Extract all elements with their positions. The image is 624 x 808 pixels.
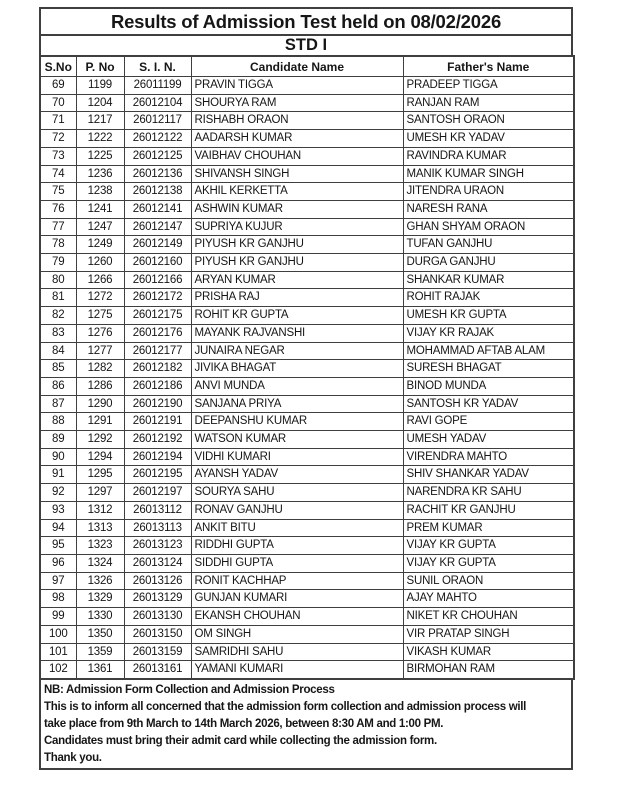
- cell-candidate-name: AYANSH YADAV: [191, 466, 403, 484]
- cell-pno: 1266: [76, 271, 124, 289]
- cell-father-name: PRADEEP TIGGA: [403, 77, 574, 95]
- cell-sin: 26013161: [124, 661, 191, 679]
- cell-sno: 93: [40, 501, 76, 519]
- cell-sno: 77: [40, 218, 76, 236]
- cell-sno: 91: [40, 466, 76, 484]
- cell-pno: 1282: [76, 360, 124, 378]
- cell-sno: 99: [40, 608, 76, 626]
- cell-father-name: GHAN SHYAM ORAON: [403, 218, 574, 236]
- cell-sno: 88: [40, 413, 76, 431]
- cell-candidate-name: PIYUSH KR GANJHU: [191, 254, 403, 272]
- cell-sno: 70: [40, 94, 76, 112]
- cell-sno: 74: [40, 165, 76, 183]
- table-row: [40, 130, 574, 148]
- cell-sin: 26012104: [124, 94, 191, 112]
- cell-father-name: JITENDRA URAON: [403, 183, 574, 201]
- results-table: [39, 55, 575, 680]
- cell-sno: 86: [40, 377, 76, 395]
- cell-father-name: RANJAN RAM: [403, 94, 574, 112]
- cell-sno: 82: [40, 307, 76, 325]
- cell-father-name: NARENDRA KR SAHU: [403, 484, 574, 502]
- cell-father-name: RACHIT KR GANJHU: [403, 501, 574, 519]
- table-row: [40, 112, 574, 130]
- cell-pno: 1272: [76, 289, 124, 307]
- cell-sno: 71: [40, 112, 76, 130]
- footer-line: take place from 9th March to 14th March 2026, between 8:30 AM and 1:00 PM.: [44, 718, 444, 731]
- cell-pno: 1361: [76, 661, 124, 679]
- table-row: [40, 572, 574, 590]
- cell-pno: 1330: [76, 608, 124, 626]
- cell-candidate-name: ANKIT BITU: [191, 519, 403, 537]
- cell-pno: 1217: [76, 112, 124, 130]
- cell-pno: 1275: [76, 307, 124, 325]
- cell-candidate-name: PIYUSH KR GANJHU: [191, 236, 403, 254]
- cell-sin: 26012194: [124, 448, 191, 466]
- table-row: [40, 77, 574, 95]
- table-row: [40, 342, 574, 360]
- cell-pno: 1324: [76, 554, 124, 572]
- cell-sin: 26013124: [124, 554, 191, 572]
- cell-sno: 81: [40, 289, 76, 307]
- cell-pno: 1277: [76, 342, 124, 360]
- header-pno: P. No: [76, 56, 124, 77]
- cell-sin: 26012186: [124, 377, 191, 395]
- cell-sno: 79: [40, 254, 76, 272]
- cell-sno: 72: [40, 130, 76, 148]
- table-row: [40, 271, 574, 289]
- table-row: [40, 413, 574, 431]
- cell-candidate-name: SANJANA PRIYA: [191, 395, 403, 413]
- cell-candidate-name: ROHIT KR GUPTA: [191, 307, 403, 325]
- cell-sin: 26012190: [124, 395, 191, 413]
- cell-candidate-name: JIVIKA BHAGAT: [191, 360, 403, 378]
- cell-sin: 26013123: [124, 537, 191, 555]
- cell-candidate-name: DEEPANSHU KUMAR: [191, 413, 403, 431]
- cell-candidate-name: RONIT KACHHAP: [191, 572, 403, 590]
- cell-sin: 26012191: [124, 413, 191, 431]
- cell-father-name: MOHAMMAD AFTAB ALAM: [403, 342, 574, 360]
- footer-line: Candidates must bring their admit card while collecting the admission form.: [44, 735, 437, 748]
- cell-father-name: AJAY MAHTO: [403, 590, 574, 608]
- cell-sno: 100: [40, 625, 76, 643]
- cell-father-name: TUFAN GANJHU: [403, 236, 574, 254]
- table-row: [40, 466, 574, 484]
- cell-father-name: VIKASH KUMAR: [403, 643, 574, 661]
- cell-pno: 1350: [76, 625, 124, 643]
- cell-sno: 92: [40, 484, 76, 502]
- cell-sin: 26012160: [124, 254, 191, 272]
- cell-sin: 26012192: [124, 431, 191, 449]
- cell-candidate-name: PRISHA RAJ: [191, 289, 403, 307]
- table-row: [40, 165, 574, 183]
- table-row: [40, 395, 574, 413]
- cell-candidate-name: WATSON KUMAR: [191, 431, 403, 449]
- cell-sin: 26012182: [124, 360, 191, 378]
- table-row: [40, 661, 574, 679]
- cell-father-name: ROHIT RAJAK: [403, 289, 574, 307]
- cell-pno: 1359: [76, 643, 124, 661]
- cell-pno: 1291: [76, 413, 124, 431]
- cell-father-name: PREM KUMAR: [403, 519, 574, 537]
- header-sin: S. I. N.: [124, 56, 191, 77]
- cell-sin: 26013126: [124, 572, 191, 590]
- cell-candidate-name: VAIBHAV CHOUHAN: [191, 147, 403, 165]
- table-row: [40, 324, 574, 342]
- cell-candidate-name: ANVI MUNDA: [191, 377, 403, 395]
- cell-father-name: SHIV SHANKAR YADAV: [403, 466, 574, 484]
- cell-pno: 1326: [76, 572, 124, 590]
- cell-pno: 1276: [76, 324, 124, 342]
- cell-pno: 1222: [76, 130, 124, 148]
- cell-sno: 78: [40, 236, 76, 254]
- cell-candidate-name: MAYANK RAJVANSHI: [191, 324, 403, 342]
- cell-father-name: SANTOSH ORAON: [403, 112, 574, 130]
- cell-sin: 26013159: [124, 643, 191, 661]
- cell-sno: 73: [40, 147, 76, 165]
- cell-candidate-name: RONAV GANJHU: [191, 501, 403, 519]
- cell-sin: 26012138: [124, 183, 191, 201]
- cell-father-name: VIJAY KR GUPTA: [403, 554, 574, 572]
- table-row: [40, 183, 574, 201]
- table-row: [40, 147, 574, 165]
- cell-pno: 1294: [76, 448, 124, 466]
- cell-sno: 95: [40, 537, 76, 555]
- cell-sin: 26012141: [124, 200, 191, 218]
- cell-father-name: BIRMOHAN RAM: [403, 661, 574, 679]
- cell-pno: 1312: [76, 501, 124, 519]
- cell-candidate-name: ARYAN KUMAR: [191, 271, 403, 289]
- cell-pno: 1292: [76, 431, 124, 449]
- cell-father-name: VIJAY KR GUPTA: [403, 537, 574, 555]
- cell-candidate-name: GUNJAN KUMARI: [191, 590, 403, 608]
- cell-pno: 1297: [76, 484, 124, 502]
- cell-sin: 26012147: [124, 218, 191, 236]
- cell-pno: 1225: [76, 147, 124, 165]
- cell-pno: 1290: [76, 395, 124, 413]
- table-row: [40, 643, 574, 661]
- table-row: [40, 307, 574, 325]
- cell-candidate-name: RISHABH ORAON: [191, 112, 403, 130]
- cell-father-name: SURESH BHAGAT: [403, 360, 574, 378]
- cell-pno: 1249: [76, 236, 124, 254]
- cell-father-name: DURGA GANJHU: [403, 254, 574, 272]
- table-row: [40, 218, 574, 236]
- cell-father-name: UMESH KR YADAV: [403, 130, 574, 148]
- cell-pno: 1323: [76, 537, 124, 555]
- table-row: [40, 448, 574, 466]
- cell-sin: 26012136: [124, 165, 191, 183]
- cell-pno: 1286: [76, 377, 124, 395]
- table-row: [40, 501, 574, 519]
- cell-sno: 94: [40, 519, 76, 537]
- cell-sno: 102: [40, 661, 76, 679]
- cell-sno: 80: [40, 271, 76, 289]
- cell-sin: 26013129: [124, 590, 191, 608]
- class-label: STD I: [39, 34, 573, 57]
- results-sheet: [39, 7, 573, 770]
- cell-sno: 90: [40, 448, 76, 466]
- header-candidate-name: Candidate Name: [191, 56, 403, 77]
- table-row: [40, 236, 574, 254]
- cell-sno: 96: [40, 554, 76, 572]
- results-table-header: [40, 56, 574, 77]
- cell-sin: 26012197: [124, 484, 191, 502]
- footer-line: Thank you.: [44, 752, 102, 765]
- cell-pno: 1329: [76, 590, 124, 608]
- header-father-name: Father's Name: [403, 56, 574, 77]
- cell-sin: 26012166: [124, 271, 191, 289]
- cell-candidate-name: YAMANI KUMARI: [191, 661, 403, 679]
- cell-sin: 26012175: [124, 307, 191, 325]
- cell-father-name: RAVI GOPE: [403, 413, 574, 431]
- header-sno: S.No: [40, 56, 76, 77]
- cell-father-name: BINOD MUNDA: [403, 377, 574, 395]
- cell-pno: 1238: [76, 183, 124, 201]
- header-row: [40, 56, 574, 77]
- cell-father-name: SUNIL ORAON: [403, 572, 574, 590]
- cell-sno: 97: [40, 572, 76, 590]
- cell-candidate-name: RIDDHI GUPTA: [191, 537, 403, 555]
- cell-candidate-name: ASHWIN KUMAR: [191, 200, 403, 218]
- cell-sin: 26012122: [124, 130, 191, 148]
- cell-father-name: SANTOSH KR YADAV: [403, 395, 574, 413]
- cell-candidate-name: SHOURYA RAM: [191, 94, 403, 112]
- cell-father-name: NIKET KR CHOUHAN: [403, 608, 574, 626]
- cell-sno: 101: [40, 643, 76, 661]
- cell-sno: 76: [40, 200, 76, 218]
- cell-sin: 26013130: [124, 608, 191, 626]
- cell-candidate-name: SIDDHI GUPTA: [191, 554, 403, 572]
- cell-sno: 85: [40, 360, 76, 378]
- cell-sin: 26012172: [124, 289, 191, 307]
- table-row: [40, 625, 574, 643]
- cell-sin: 26013150: [124, 625, 191, 643]
- table-row: [40, 431, 574, 449]
- cell-sin: 26012176: [124, 324, 191, 342]
- table-row: [40, 360, 574, 378]
- cell-pno: 1260: [76, 254, 124, 272]
- cell-candidate-name: JUNAIRA NEGAR: [191, 342, 403, 360]
- table-row: [40, 200, 574, 218]
- cell-sin: 26012195: [124, 466, 191, 484]
- footer-note: [39, 678, 573, 770]
- cell-father-name: VIR PRATAP SINGH: [403, 625, 574, 643]
- table-row: [40, 537, 574, 555]
- table-row: [40, 289, 574, 307]
- cell-candidate-name: AKHIL KERKETTA: [191, 183, 403, 201]
- cell-sin: 26013113: [124, 519, 191, 537]
- cell-sno: 75: [40, 183, 76, 201]
- cell-pno: 1241: [76, 200, 124, 218]
- footer-line: NB: Admission Form Collection and Admission Process: [44, 683, 335, 696]
- results-tbody: [40, 77, 574, 679]
- cell-pno: 1295: [76, 466, 124, 484]
- table-row: [40, 608, 574, 626]
- cell-father-name: UMESH KR GUPTA: [403, 307, 574, 325]
- cell-father-name: VIRENDRA MAHTO: [403, 448, 574, 466]
- footer-line: This is to inform all concerned that the admission form collection and admission process will: [44, 701, 527, 713]
- cell-candidate-name: SHIVANSH SINGH: [191, 165, 403, 183]
- cell-sno: 87: [40, 395, 76, 413]
- cell-pno: 1247: [76, 218, 124, 236]
- cell-father-name: MANIK KUMAR SINGH: [403, 165, 574, 183]
- cell-sno: 83: [40, 324, 76, 342]
- cell-sin: 26012149: [124, 236, 191, 254]
- cell-candidate-name: VIDHI KUMARI: [191, 448, 403, 466]
- table-row: [40, 377, 574, 395]
- cell-sno: 98: [40, 590, 76, 608]
- cell-candidate-name: SAMRIDHI SAHU: [191, 643, 403, 661]
- cell-sno: 84: [40, 342, 76, 360]
- cell-sin: 26012117: [124, 112, 191, 130]
- cell-father-name: RAVINDRA KUMAR: [403, 147, 574, 165]
- cell-father-name: NARESH RANA: [403, 200, 574, 218]
- cell-pno: 1236: [76, 165, 124, 183]
- cell-father-name: UMESH YADAV: [403, 431, 574, 449]
- table-row: [40, 484, 574, 502]
- cell-father-name: SHANKAR KUMAR: [403, 271, 574, 289]
- cell-pno: 1313: [76, 519, 124, 537]
- cell-candidate-name: AADARSH KUMAR: [191, 130, 403, 148]
- cell-pno: 1199: [76, 77, 124, 95]
- cell-pno: 1204: [76, 94, 124, 112]
- cell-sin: 26012125: [124, 147, 191, 165]
- table-row: [40, 94, 574, 112]
- cell-candidate-name: EKANSH CHOUHAN: [191, 608, 403, 626]
- table-row: [40, 590, 574, 608]
- cell-sin: 26012177: [124, 342, 191, 360]
- table-row: [40, 554, 574, 572]
- cell-sin: 26013112: [124, 501, 191, 519]
- page-title: Results of Admission Test held on 08/02/2026: [39, 7, 573, 36]
- cell-candidate-name: OM SINGH: [191, 625, 403, 643]
- cell-sno: 89: [40, 431, 76, 449]
- cell-candidate-name: PRAVIN TIGGA: [191, 77, 403, 95]
- cell-father-name: VIJAY KR RAJAK: [403, 324, 574, 342]
- cell-sin: 26011199: [124, 77, 191, 95]
- cell-sno: 69: [40, 77, 76, 95]
- table-row: [40, 254, 574, 272]
- cell-candidate-name: SOURYA SAHU: [191, 484, 403, 502]
- cell-candidate-name: SUPRIYA KUJUR: [191, 218, 403, 236]
- table-row: [40, 519, 574, 537]
